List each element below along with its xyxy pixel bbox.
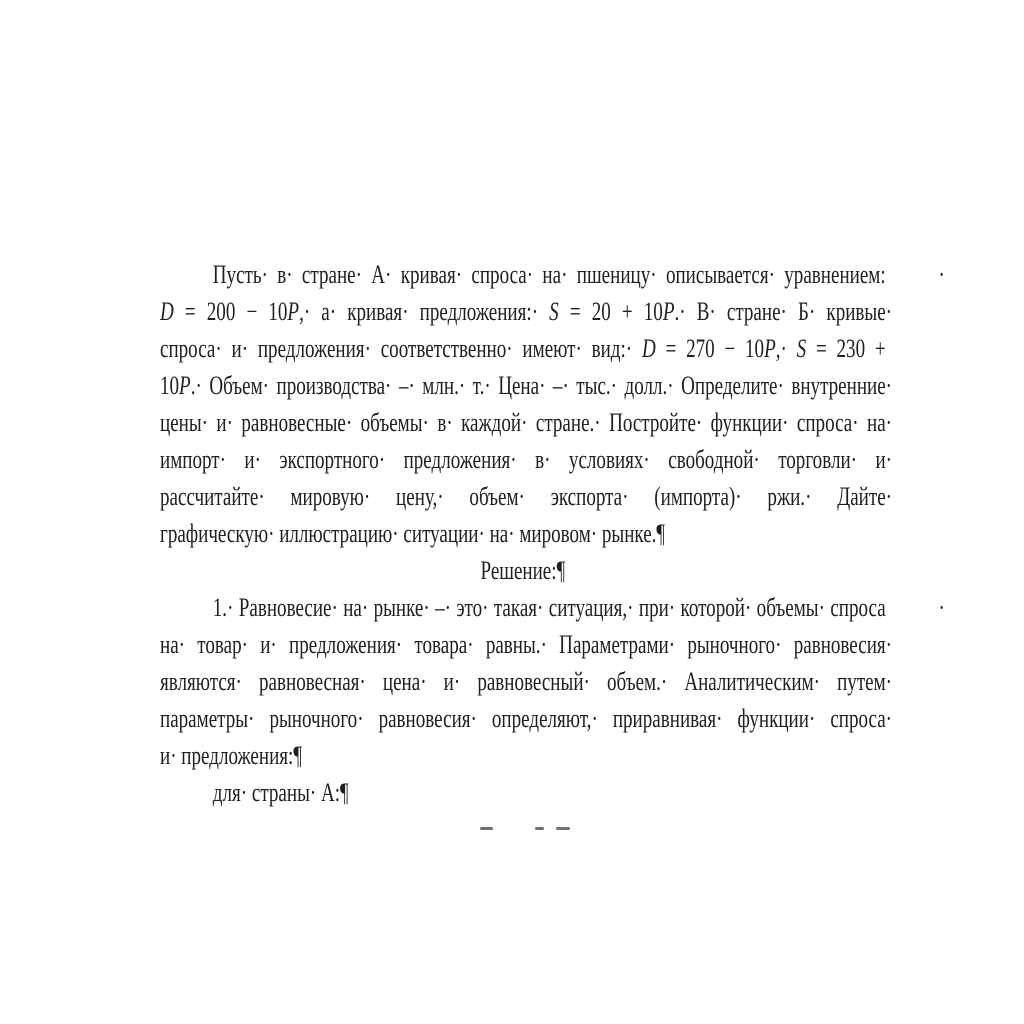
math-variable: P (287, 297, 300, 326)
text-run: параметры· рыночного· равновесия· определяют,· приравнивая· функции· спроса (160, 704, 886, 733)
text-line[interactable] (160, 330, 886, 367)
pilcrow-mark: ¶ (293, 741, 302, 770)
text-run: на· товар· и· предложения· товара· равны.· Параметрами· рыночного· равновесия (160, 630, 886, 659)
paragraph-equilibrium-explanation (160, 589, 945, 774)
text-run: = 20 + 10 (558, 297, 663, 326)
text-run: ,· (775, 334, 797, 363)
equation-fragment-dash (556, 827, 570, 830)
math-variable: P (179, 371, 191, 400)
text-run: 10 (160, 371, 180, 400)
text-line[interactable]: 10P.· Объем· производства· –· млн.· т.· Цена· –· тыс.· долл.· Определите· внутренние· (160, 371, 893, 400)
text-line[interactable] (160, 737, 886, 774)
math-variable: D (160, 297, 174, 326)
text-run: для· страны· А: (212, 778, 341, 807)
text-run: являются· равновесная· цена· и· равновесный· объем.· Аналитическим· путем (160, 667, 886, 696)
equation-fragment-dash (535, 827, 544, 830)
paragraph-problem-statement (160, 256, 945, 552)
text-line[interactable]: Пусть· в· стране· А· кривая· спроса· на· пшеницу· описывается· уравнением: · (212, 260, 945, 289)
pilcrow-mark: ¶ (556, 556, 566, 585)
text-run: .· Объем· производства· –· млн.· т.· Цена· –· тыс.· долл.· Определите· внутренние (190, 371, 886, 400)
text-line[interactable] (160, 515, 886, 552)
text-run: цены· и· равновесные· объемы· в· каждой· стране.· Постройте· функции· спроса· на (160, 408, 886, 437)
math-variable: P (764, 334, 776, 363)
text-line[interactable]: импорт· и· экспортного· предложения· в· условиях· свободной· торговли· и· (160, 445, 893, 474)
text-line[interactable]: рассчитайте· мировую· цену,· объем· экспорта· (импорта)· ржи.· Дайте· (160, 482, 893, 511)
text-run: рассчитайте· мировую· цену,· объем· экспорта· (импорта)· ржи.· Дайте (160, 482, 886, 511)
solution-heading (160, 552, 886, 589)
text-run: ,· а· кривая· предложения:· (299, 297, 550, 326)
text-run: = 270 − 10 (655, 334, 765, 363)
text-run: Решение: (480, 556, 557, 585)
pilcrow-mark: ¶ (340, 778, 349, 807)
equation-fragment-dash (480, 827, 493, 830)
text-run: Пусть· в· стране· А· кривая· спроса· на· пшеницу· описывается· уравнением: (212, 260, 886, 289)
text-run: графическую· иллюстрацию· ситуации· на· мировом· рынке. (160, 519, 657, 548)
text-run: импорт· и· экспортного· предложения· в· условиях· свободной· торговли· и (160, 445, 886, 474)
text-line[interactable]: являются· равновесная· цена· и· равновесный· объем.· Аналитическим· путем· (160, 667, 893, 696)
text-line[interactable]: на· товар· и· предложения· товара· равны.· Параметрами· рыночного· равновесия· (160, 630, 893, 659)
math-variable: S (796, 334, 807, 363)
text-run: спроса· и· предложения· соответственно· имеют· вид:· (160, 334, 642, 363)
text-run: .· В· стране· Б· кривые (674, 297, 886, 326)
math-variable: S (549, 297, 559, 326)
math-variable: P (662, 297, 675, 326)
text-run: = 230 + (806, 334, 886, 363)
text-run: 1.· Равновесие· на· рынке· –· это· такая· ситуация,· при· которой· объемы· спроса (212, 593, 886, 622)
text-line[interactable]: параметры· рыночного· равновесия· определяют,· приравнивая· функции· спроса· (160, 704, 893, 733)
pilcrow-mark: ¶ (656, 519, 666, 548)
text-line[interactable]: цены· и· равновесные· объемы· в· каждой· стране.· Постройте· функции· спроса· на· (160, 408, 893, 437)
text-line[interactable]: D = 200 − 10P,· а· кривая· предложения:· S = 20 + 10P.· В· стране· Б· кривые· (160, 297, 893, 326)
paragraph-for-country-a (160, 774, 886, 811)
text-line[interactable] (160, 552, 886, 589)
document-body[interactable] (160, 256, 945, 811)
text-run: и· предложения: (160, 741, 294, 770)
math-variable: D (641, 334, 656, 363)
text-line[interactable] (160, 774, 886, 811)
text-line[interactable]: 1.· Равновесие· на· рынке· –· это· такая· ситуация,· при· которой· объемы· спроса · (212, 593, 945, 622)
text-run: = 200 − 10 (173, 297, 288, 326)
